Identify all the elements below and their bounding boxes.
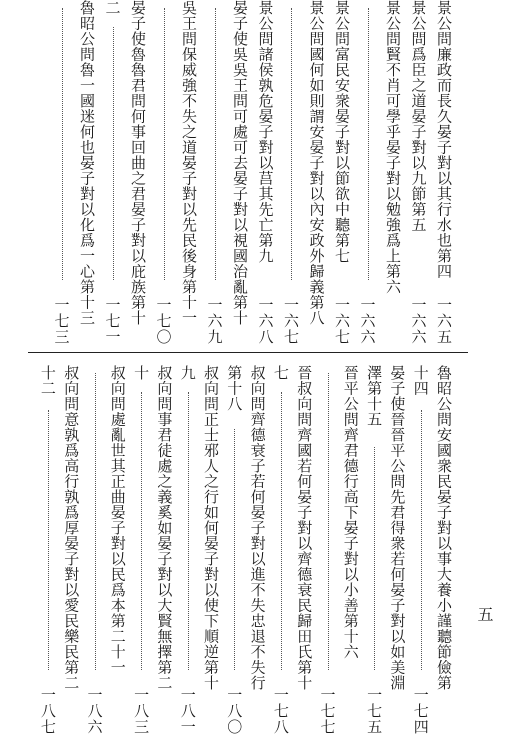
toc-entry — [109, 365, 129, 735]
toc-entry — [104, 0, 124, 345]
toc-entry-title: 叔向問處亂世其正曲晏子對以民爲本第二十一 — [108, 365, 127, 675]
toc-entry-title: 晉平公問齊君德行高下晏子對以小善第十六 — [341, 365, 360, 660]
toc-entry-title: 景公問爲臣之道晏子對以九節第五 — [409, 0, 428, 233]
toc-entry-title: 晏子使晉晉平公問先君得衆若何晏子對以如美淵 — [388, 365, 407, 691]
toc-entry-title: 澤第十五 — [365, 365, 384, 427]
toc-entry-title: 九 — [178, 365, 197, 381]
leader-dots — [188, 392, 189, 671]
leader-dots — [95, 373, 96, 670]
toc-entry — [78, 0, 98, 345]
toc-entry — [342, 365, 362, 735]
toc-entry-page: 一八七 — [38, 687, 57, 735]
toc-entry-title: 景公問賢不肖可學乎晏子對以勉強爲上第六 — [384, 0, 402, 295]
toc-entry-title: 魯昭公問安國衆民晏子對以事大養小謹聽節儉第 — [435, 365, 453, 691]
toc-entry — [155, 0, 175, 345]
toc-entry-page: 一六六 — [409, 297, 428, 345]
toc-entry — [410, 0, 430, 345]
toc-entry-page: 一八一 — [178, 687, 197, 735]
toc-entry-page: 一七三 — [52, 297, 71, 345]
toc-entry — [359, 0, 379, 345]
toc-entry — [39, 365, 59, 735]
toc-entry — [365, 365, 385, 735]
leader-dots — [291, 8, 292, 280]
toc-entry-page: 一六七 — [282, 297, 300, 345]
bottom-toc-section — [0, 365, 510, 735]
toc-entry-title: 第十八 — [225, 365, 244, 412]
toc-entry — [53, 0, 73, 345]
leader-dots — [215, 8, 216, 280]
toc-entry — [435, 365, 455, 735]
toc-entry-title: 景公問富民安衆晏子對以節欲中聽第七 — [333, 0, 351, 264]
toc-entry-title: 叔向問齊德衰子若何晏子對以進不失忠退不失行 — [248, 365, 267, 691]
toc-entry-title: 魯昭公問魯一國迷何也晏子對以化爲一心第十三 — [78, 0, 96, 326]
toc-entry — [202, 365, 222, 735]
leader-dots — [281, 392, 282, 671]
leader-dots — [113, 27, 114, 281]
leader-dots — [421, 410, 422, 670]
toc-entry — [384, 0, 404, 345]
toc-entry — [295, 365, 315, 735]
toc-entry — [257, 0, 277, 345]
toc-entry — [333, 0, 353, 345]
toc-entry-page: 一六七 — [333, 297, 351, 345]
toc-entry — [308, 0, 328, 345]
toc-entry-title: 十二 — [38, 365, 57, 396]
section-divider — [28, 352, 468, 353]
leader-dots — [164, 8, 165, 280]
toc-entry-title: 晏子使魯魯君問何事回曲之君晏子對以庇族第十 — [129, 0, 147, 326]
toc-entry-title: 吳王問保威強不失之道晏子對以先民後身第十一 — [180, 0, 198, 326]
toc-entry — [388, 365, 408, 735]
toc-entry — [179, 365, 199, 735]
toc-entry-page: 一七八 — [271, 687, 290, 735]
leader-dots — [62, 8, 63, 280]
toc-entry-page: 一七四 — [411, 687, 430, 735]
toc-entry — [319, 365, 339, 735]
leader-dots — [328, 373, 329, 670]
toc-entry — [132, 365, 152, 735]
toc-entry-title: 七 — [271, 365, 290, 381]
toc-entry-title: 叔向問意孰爲高行孰爲厚晏子對以愛民樂民第二 — [62, 365, 81, 691]
toc-entry-title: 晉叔向問齊國若何晏子對以齊德衰民歸田氏第十 — [295, 365, 314, 691]
toc-entry — [435, 0, 455, 345]
toc-entry — [225, 365, 245, 735]
leader-dots — [368, 8, 369, 280]
leader-dots — [48, 410, 49, 670]
toc-entry — [86, 365, 106, 735]
toc-entry-page: 一六六 — [358, 297, 377, 345]
toc-entry-title: 叔向問正士邪人之行如何晏子對以使下順逆第十 — [202, 365, 220, 691]
toc-entry-page: 一八六 — [85, 687, 104, 735]
toc-entry — [180, 0, 200, 345]
leader-dots — [374, 447, 375, 670]
toc-entry — [249, 365, 269, 735]
toc-entry — [206, 0, 226, 345]
toc-entry-title: 景公問諸侯孰危晏子對以莒其先亡第九 — [256, 0, 275, 264]
toc-entry — [155, 365, 175, 735]
toc-entry-page: 一七七 — [318, 687, 337, 735]
toc-entry-page: 一六五 — [435, 297, 453, 345]
toc-entry-page: 一八〇 — [225, 687, 244, 735]
toc-entry-page: 一六八 — [256, 297, 275, 345]
toc-entry — [62, 365, 82, 735]
toc-entry-title: 晏子使吳吳王問可處可去晏子對以視國治亂第十 — [231, 0, 249, 326]
toc-entry — [282, 0, 302, 345]
toc-entry — [272, 365, 292, 735]
toc-entry-page: 一六九 — [205, 297, 224, 345]
toc-entry-title: 景公問國何如則謂安晏子對以內安政外歸義第八 — [307, 0, 326, 326]
toc-entry-title: 二 — [103, 0, 122, 16]
toc-entry-page: 一七〇 — [154, 297, 173, 345]
leader-dots — [141, 392, 142, 671]
leader-dots — [234, 429, 235, 671]
top-toc-section — [0, 0, 510, 345]
toc-entry-title: 景公問廉政而長久晏子對以其行水也第四 — [435, 0, 453, 279]
toc-entry — [231, 0, 251, 345]
toc-entry-title: 十四 — [411, 365, 430, 396]
toc-entry-page: 一七一 — [103, 297, 122, 345]
toc-entry-title: 叔向問事君徒處之義奚如晏子對以大賢無擇第二 — [155, 365, 174, 691]
toc-entry — [129, 0, 149, 345]
toc-entry-title: 十 — [132, 365, 151, 381]
toc-entry-page: 一七五 — [365, 687, 384, 735]
toc-entry-page: 一八三 — [132, 687, 151, 735]
page-number: 五 — [475, 606, 494, 622]
toc-entry — [412, 365, 432, 735]
